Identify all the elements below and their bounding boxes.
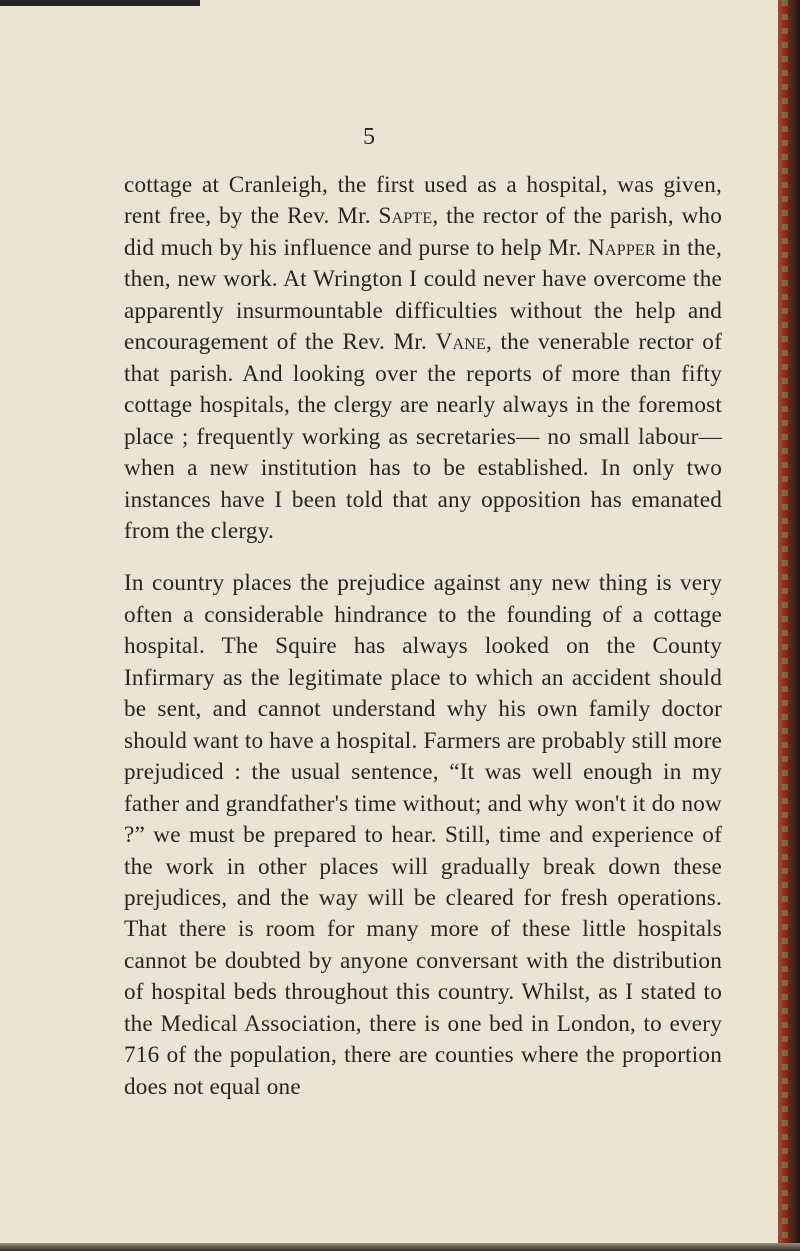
p1-text-c: in the, then, new work. At Wrington I could never have overcome the apparently insurmountable difficulties without the help and encouragement of the Rev. Mr.: [124, 234, 722, 356]
paragraph-2: In country places the prejudice against any new thing is very often a considerable hindrance to the founding of a cottage hospital. The Squire has always looked on the County Infirmary as the legitimate place to which an accident should be sent, and cannot understand why his own family doctor should want to have a hospital. Farmers are probably still more prejudiced : the usual sentence, “It was well enough in my father and grandfather's time without; and why won't it do now ?” we must be prepared to hear. Still, time and experience of the work in other places will gradually break down these prejudices, and the way will be cleared for fresh operations. That there is room for many more of these little hospitals cannot be doubted by anyone conversant with the distribution of hospital beds throughout this country. Whilst, as I stated to the Medical Association, there is one bed in London, to every 716 of the population, there are counties where the proportion does not equal one: [124, 570, 722, 1100]
top-edge-strip: [0, 0, 200, 6]
name-vane: Vane: [435, 329, 486, 356]
name-napper: Napper: [588, 234, 656, 261]
page-bottom-edge: [0, 1243, 800, 1251]
p1-text-a: cottage at Cranleigh, the first used as a hospital, was given, rent free, by the Rev. Mr.: [124, 172, 722, 230]
book-binding-edge: [778, 0, 800, 1251]
p1-text-b: , the rector of the parish, who did much by his influence and purse to help Mr.: [124, 203, 722, 261]
paragraph-1: [124, 170, 722, 547]
body-text: [124, 170, 722, 1103]
page-number: 5: [363, 124, 375, 150]
p1-text-d: , the venerable rector of that parish. And looking over the reports of more than fifty cottage hospitals, the clergy are nearly always in the foremost place ; frequently working as secretaries— no small labour—when a new institution has to be established. In only two instances have I been told that any opposition has emanated from the clergy.: [124, 329, 722, 544]
name-sapte: Sapte: [378, 203, 433, 230]
